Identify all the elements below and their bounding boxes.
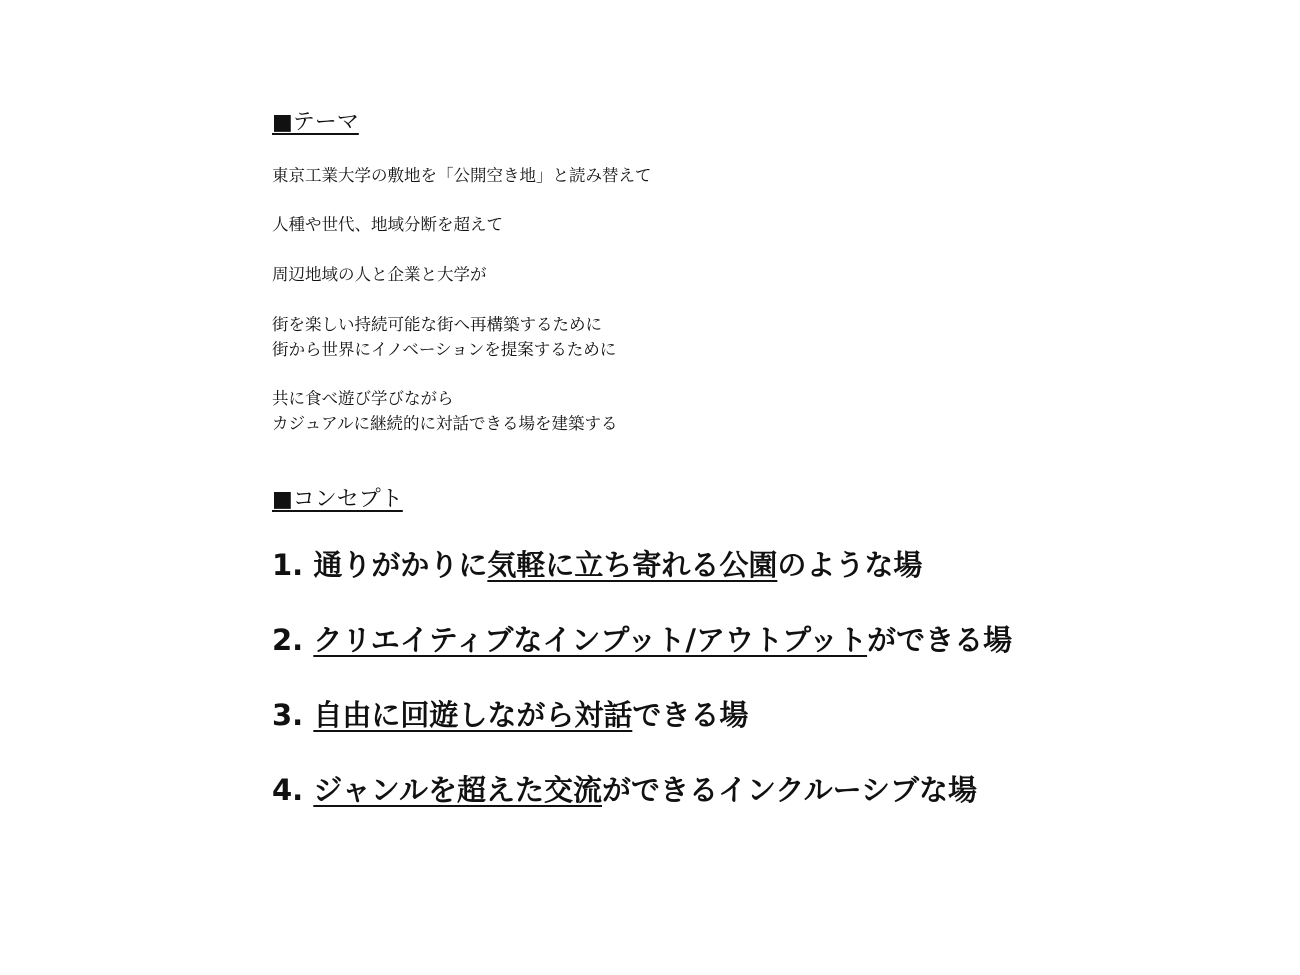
concept-text-underlined: 気軽に立ち寄れる公園 xyxy=(487,548,778,582)
theme-paragraph-2 xyxy=(272,212,503,237)
theme-line: 街から世界にイノベーションを提案するために xyxy=(272,340,617,359)
theme-paragraph-5 xyxy=(272,386,618,436)
theme-heading: ■テーマ xyxy=(272,110,359,135)
theme-line: 共に食べ遊び学びながら xyxy=(272,389,454,408)
theme-line: カジュアルに継続的に対話できる場を建築する xyxy=(272,414,618,433)
concept-text-post: ができる場 xyxy=(867,623,1013,657)
concept-item-4 xyxy=(272,770,977,810)
concept-item-2 xyxy=(272,620,1012,660)
concept-item-3 xyxy=(272,695,748,735)
concept-text-underlined: 自由に回遊しながら対話 xyxy=(313,698,633,732)
concept-text-underlined: クリエイティブなインプット/アウトプット xyxy=(313,623,868,657)
theme-line: 街を楽しい持続可能な街へ再構築するために xyxy=(272,315,602,334)
concept-item-1 xyxy=(272,545,922,585)
theme-paragraph-3 xyxy=(272,262,487,287)
concept-text-post: のような場 xyxy=(777,548,923,582)
concept-text-post: できる場 xyxy=(632,698,749,732)
concept-number: 2. xyxy=(272,623,304,657)
theme-line: 人種や世代、地域分断を超えて xyxy=(272,215,503,234)
theme-line: 周辺地域の人と企業と大学が xyxy=(272,265,487,284)
concept-number: 3. xyxy=(272,698,304,732)
theme-paragraph-1 xyxy=(272,163,652,188)
concept-number: 1. xyxy=(272,548,304,582)
theme-paragraph-4 xyxy=(272,312,616,362)
theme-line: 東京工業大学の敷地を「公開空き地」と読み替えて xyxy=(272,166,652,185)
concept-text-pre: 通りがかりに xyxy=(313,548,488,582)
concept-text-underlined: ジャンルを超えた交流 xyxy=(313,773,603,807)
concept-text-post: ができるインクルーシブな場 xyxy=(602,773,977,807)
concept-number: 4. xyxy=(272,773,304,807)
concept-heading: ■コンセプト xyxy=(272,487,403,512)
